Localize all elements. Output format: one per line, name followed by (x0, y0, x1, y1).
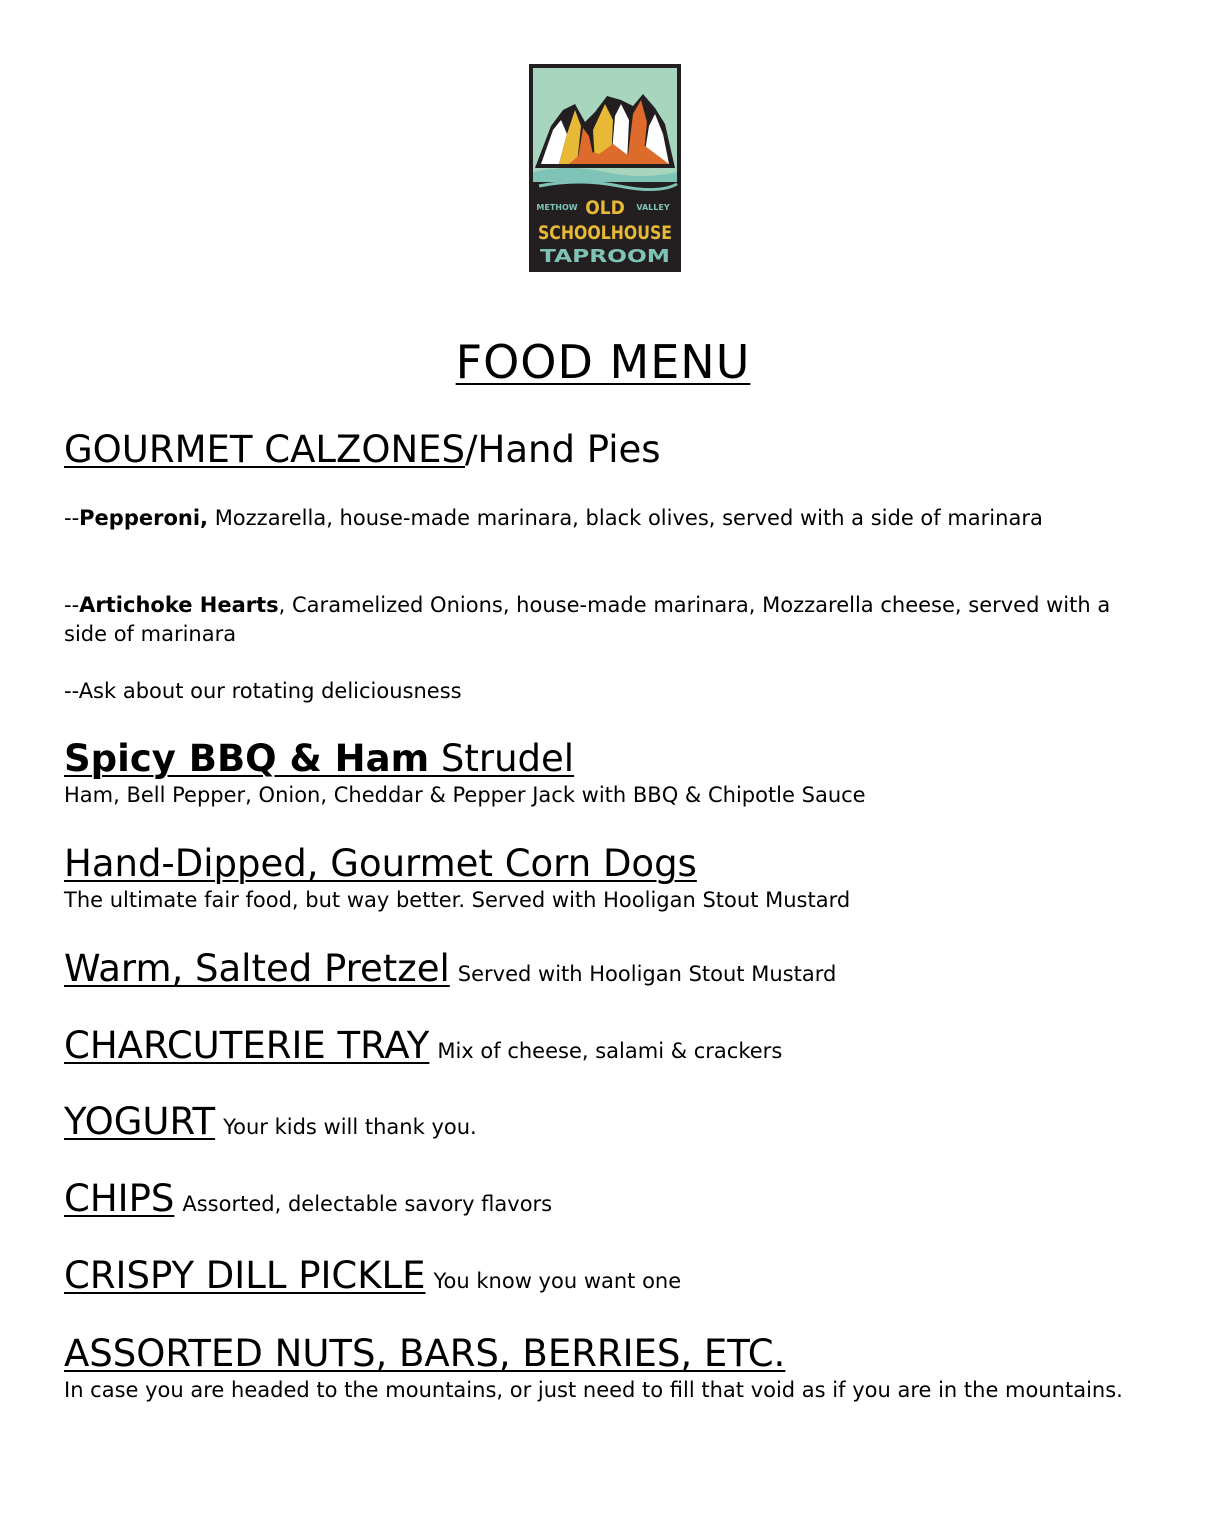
strudel-heading (64, 737, 1154, 781)
item-prefix: -- (64, 593, 80, 617)
pretzel-heading: Warm, Salted Pretzel (64, 947, 450, 990)
chips-desc: Assorted, delectable savory flavors (182, 1192, 553, 1216)
logo-text-taproom: TAPROOM (540, 246, 670, 267)
pickle-heading: CRISPY DILL PICKLE (64, 1254, 426, 1297)
strudel-desc: Ham, Bell Pepper, Onion, Cheddar & Pepper Jack with BBQ & Chipotle Sauce (64, 783, 866, 807)
logo-text-methow: METHOW (536, 203, 578, 212)
page-title (0, 334, 1206, 390)
item-desc: , Caramelized Onions, house-made marinara, Mozzarella cheese, served with a side of marinara (64, 593, 1111, 646)
corndogs-heading: Hand-Dipped, Gourmet Corn Dogs (64, 842, 697, 885)
item-name: Pepperoni, (79, 506, 209, 530)
section-corndogs (64, 842, 1154, 915)
section-nuts (64, 1332, 1154, 1405)
logo-text-old: OLD (585, 197, 625, 219)
section-chips (64, 1177, 1154, 1226)
calzone-item-rotating: --Ask about our rotating deliciousness (64, 679, 462, 703)
yogurt-heading: YOGURT (64, 1100, 216, 1143)
section-pretzel (64, 947, 1154, 996)
yogurt-desc: Your kids will thank you. (223, 1115, 477, 1139)
item-desc: Mozzarella, house-made marinara, black olives, served with a side of marinara (208, 506, 1043, 530)
chips-heading: CHIPS (64, 1177, 175, 1220)
item-name: Artichoke Hearts (79, 593, 279, 617)
page-title-text: FOOD MENU (455, 335, 751, 389)
charcuterie-heading: CHARCUTERIE TRAY (64, 1024, 430, 1067)
calzones-heading-suffix: /Hand Pies (465, 428, 661, 471)
logo-text-valley: VALLEY (636, 203, 670, 212)
section-strudel (64, 737, 1154, 810)
strudel-heading-rest: Strudel (429, 737, 575, 780)
taproom-logo (529, 64, 681, 272)
nuts-heading: ASSORTED NUTS, BARS, BERRIES, ETC. (64, 1332, 786, 1375)
section-charcuterie (64, 1024, 1154, 1073)
pretzel-desc: Served with Hooligan Stout Mustard (457, 962, 837, 986)
calzones-heading (64, 428, 1154, 472)
strudel-heading-bold: Spicy BBQ & Ham (64, 737, 430, 780)
pickle-desc: You know you want one (433, 1269, 682, 1293)
logo-text-schoolhouse: SCHOOLHOUSE (538, 222, 672, 244)
item-prefix: -- (64, 506, 80, 530)
calzones-heading-main: GOURMET CALZONES (64, 428, 466, 471)
calzone-item-artichoke (64, 591, 1154, 649)
calzone-item-pepperoni (64, 504, 1154, 533)
corndogs-desc: The ultimate fair food, but way better. Served with Hooligan Stout Mustard (64, 888, 851, 912)
section-pickle (64, 1254, 1154, 1303)
charcuterie-desc: Mix of cheese, salami & crackers (437, 1039, 783, 1063)
section-yogurt (64, 1100, 1154, 1149)
nuts-desc: In case you are headed to the mountains, or just need to fill that void as if you are in the mountains. (64, 1378, 1123, 1402)
section-calzones (64, 428, 1154, 472)
